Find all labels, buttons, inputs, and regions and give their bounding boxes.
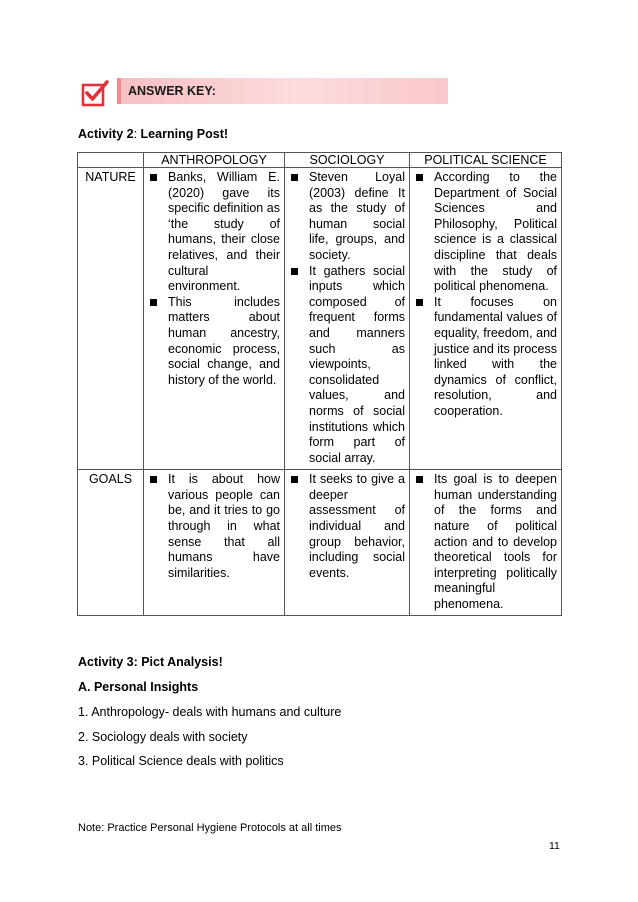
header-anthropology: ANTHROPOLOGY xyxy=(144,153,285,168)
activity-2-label: Activity 2 xyxy=(78,127,134,141)
footer-note: Note: Practice Personal Hygiene Protocols at all times xyxy=(78,822,342,834)
nature-anthropology-cell xyxy=(144,168,285,470)
page-number: 11 xyxy=(549,840,560,852)
activity-2-title xyxy=(78,127,228,141)
insight-item: 1. Anthropology- deals with humans and culture xyxy=(78,705,342,719)
goals-anthropology-cell xyxy=(144,470,285,615)
insight-item: 3. Political Science deals with politics xyxy=(78,754,284,768)
activity-2-colon: : xyxy=(133,127,138,141)
list-item: It focuses on fundamental values of equality, freedom, and justice and its process linked with the dynamics of conflict, resolution, and cooperation. xyxy=(414,295,557,420)
list-item: Its goal is to deepen human understanding of the forms and nature of political action and to develop theoretical tools for interpreting politically meaningful phenomena. xyxy=(414,472,557,612)
row-label-goals: GOALS xyxy=(78,470,144,615)
row-label-nature: NATURE xyxy=(78,168,144,470)
header-sociology: SOCIOLOGY xyxy=(285,153,410,168)
goals-political-science-cell xyxy=(410,470,562,615)
activity-3-title: Activity 3: Pict Analysis! xyxy=(78,655,223,669)
list-item: Banks, William E. (2020) gave its specific definition as ‘the study of humans, their close relatives, and their cultural environment. xyxy=(148,170,280,295)
table-header-row xyxy=(78,153,562,168)
insight-item: 2. Sociology deals with society xyxy=(78,730,248,744)
list-item: According to the Department of Social Sciences and Philosophy, Political science is a classical discipline that deals with the study of political phenomena. xyxy=(414,170,557,295)
learning-post-table xyxy=(77,152,562,616)
checkbox-check-icon xyxy=(80,78,110,108)
list-item: It seeks to give a deeper assessment of individual and group behavior, including social events. xyxy=(289,472,405,581)
header-empty xyxy=(78,153,144,168)
list-item: It gathers social inputs which composed of frequent forms and manners such as viewpoints, consolidated values, and norms of social institutions which form part of social array. xyxy=(289,264,405,467)
list-item: It is about how various people can be, and it tries to go through in what sense that all humans have similarities. xyxy=(148,472,280,581)
personal-insights-heading: A. Personal Insights xyxy=(78,680,199,694)
table-row-goals xyxy=(78,470,562,615)
activity-2-heading: Learning Post! xyxy=(137,127,229,141)
table-row-nature xyxy=(78,168,562,470)
answer-key-label: ANSWER KEY: xyxy=(128,84,216,98)
list-item: This includes matters about human ancestry, economic process, social change, and history of the world. xyxy=(148,295,280,389)
nature-political-science-cell xyxy=(410,168,562,470)
list-item: Steven Loyal (2003) define It as the study of human social life, groups, and society. xyxy=(289,170,405,264)
goals-sociology-cell xyxy=(285,470,410,615)
nature-sociology-cell xyxy=(285,168,410,470)
header-political-science: POLITICAL SCIENCE xyxy=(410,153,562,168)
